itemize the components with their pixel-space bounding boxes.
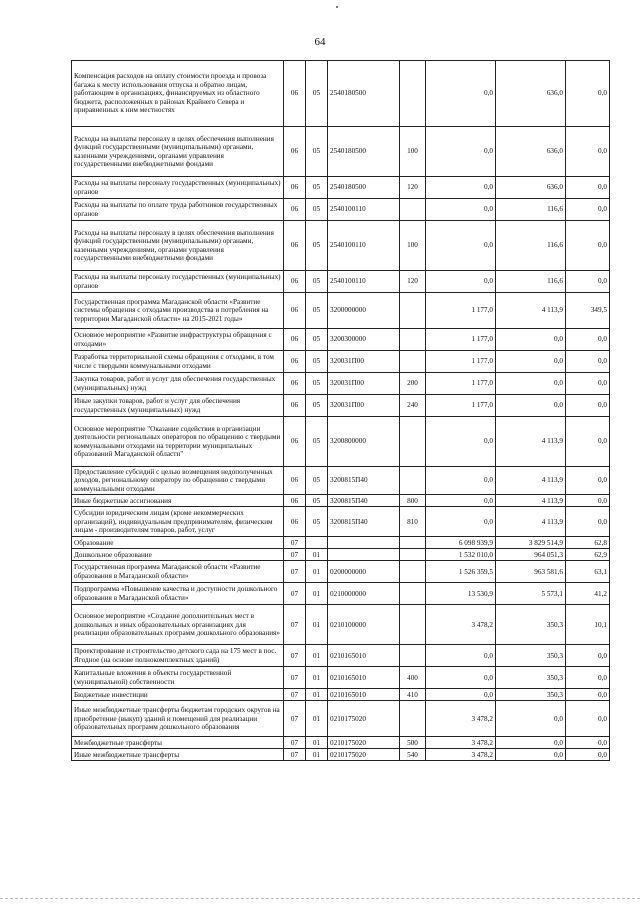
row-executed: 0,0 (496, 749, 566, 761)
row-target-code: 0210175020 (328, 701, 400, 737)
row-expense-type (400, 561, 426, 583)
row-expense-type (400, 583, 426, 605)
row-name: Основное мероприятие «Создание дополнительных мест в дошкольных и иных образовательных организациях для реализации образовательных программ дошкольного образования» (72, 605, 284, 645)
row-percent: 0,0 (566, 507, 610, 537)
table-row (72, 467, 610, 495)
table-row (72, 507, 610, 537)
row-percent: 41,2 (566, 583, 610, 605)
row-name: Закупка товаров, работ и услуг для обеспечения государственных (муниципальных) нужд (72, 373, 284, 395)
row-executed: 4 113,9 (496, 495, 566, 507)
budget-table-body (72, 61, 610, 761)
table-row (72, 737, 610, 749)
row-executed: 963 581,6 (496, 561, 566, 583)
table-row (72, 395, 610, 417)
page-number: 64 (314, 36, 326, 48)
table-row (72, 177, 610, 199)
row-expense-type: 500 (400, 737, 426, 749)
row-subsection: 05 (306, 127, 328, 177)
row-name: Компенсация расходов на оплату стоимости проезда и провоза багажа к месту использования отпуска и обратно лицам, работающим в организациях, финансируемых из областного бюджета, расположенных в районах Крайнего Севера и приравненных к ним местностях (72, 61, 284, 127)
row-section: 06 (284, 293, 306, 329)
row-target-code: 320031П00 (328, 373, 400, 395)
row-name: Бюджетные инвестиции (72, 689, 284, 701)
row-percent: 0,0 (566, 271, 610, 293)
row-target-code (328, 537, 400, 549)
row-expense-type: 240 (400, 395, 426, 417)
row-target-code: 0210000000 (328, 583, 400, 605)
table-row (72, 293, 610, 329)
row-executed: 350,3 (496, 667, 566, 689)
row-percent: 0,0 (566, 749, 610, 761)
row-expense-type (400, 701, 426, 737)
row-target-code: 320031П00 (328, 351, 400, 373)
table-row (72, 329, 610, 351)
row-approved: 0,0 (426, 689, 496, 701)
row-executed: 0,0 (496, 737, 566, 749)
row-name: Иные межбюджетные трансферты (72, 749, 284, 761)
row-section: 07 (284, 667, 306, 689)
row-name: Расходы на выплаты персоналу в целях обеспечения выполнения функций государственными (муниципальными) органами, казенными учреждениями, органами управления государственными внебюджетными фондами (72, 127, 284, 177)
row-name: Расходы на выплаты персоналу государственных (муниципальных) органов (72, 271, 284, 293)
row-percent: 0,0 (566, 395, 610, 417)
row-approved: 0,0 (426, 667, 496, 689)
row-name: Разработка территориальной схемы обращения с отходами, в том числе с твердыми коммунальными отходами (72, 351, 284, 373)
table-row (72, 583, 610, 605)
row-subsection: 05 (306, 395, 328, 417)
row-target-code: 0200000000 (328, 561, 400, 583)
row-expense-type (400, 199, 426, 221)
row-executed: 636,0 (496, 177, 566, 199)
row-target-code: 3200815П40 (328, 467, 400, 495)
row-approved: 0,0 (426, 417, 496, 467)
row-section: 07 (284, 537, 306, 549)
row-executed: 116,6 (496, 221, 566, 271)
row-name: Основное мероприятие «Развитие инфраструктуры обращения с отходами» (72, 329, 284, 351)
row-subsection: 01 (306, 645, 328, 667)
row-percent: 0,0 (566, 689, 610, 701)
row-name: Межбюджетные трансферты (72, 737, 284, 749)
row-target-code: 0210165010 (328, 689, 400, 701)
row-section: 06 (284, 467, 306, 495)
row-approved: 3 478,2 (426, 749, 496, 761)
table-row (72, 221, 610, 271)
row-percent: 0,0 (566, 177, 610, 199)
row-name: Расходы на выплаты персоналу государственных (муниципальных) органов (72, 177, 284, 199)
row-expense-type (400, 417, 426, 467)
page-bottom-edge (0, 898, 640, 899)
row-executed: 636,0 (496, 61, 566, 127)
row-percent: 0,0 (566, 701, 610, 737)
row-percent: 0,0 (566, 417, 610, 467)
row-expense-type: 800 (400, 495, 426, 507)
table-row (72, 373, 610, 395)
row-section: 06 (284, 221, 306, 271)
row-approved: 1 177,0 (426, 373, 496, 395)
row-name: Иные закупки товаров, работ и услуг для обеспечения государственных (муниципальных) нужд (72, 395, 284, 417)
row-executed: 116,6 (496, 199, 566, 221)
row-target-code: 2540100110 (328, 221, 400, 271)
row-subsection: 05 (306, 221, 328, 271)
row-expense-type: 100 (400, 127, 426, 177)
row-approved: 1 177,0 (426, 395, 496, 417)
row-subsection: 01 (306, 749, 328, 761)
row-subsection: 01 (306, 689, 328, 701)
row-section: 07 (284, 605, 306, 645)
row-target-code: 3200000000 (328, 293, 400, 329)
row-name: Проектирование и строительство детского сада на 175 мест в пос. Ягодное (на основе полнокомплектных зданий) (72, 645, 284, 667)
row-section: 06 (284, 395, 306, 417)
row-name: Образование (72, 537, 284, 549)
table-row (72, 199, 610, 221)
row-percent: 0,0 (566, 351, 610, 373)
row-percent: 0,0 (566, 737, 610, 749)
row-executed: 0,0 (496, 351, 566, 373)
row-percent: 0,0 (566, 199, 610, 221)
table-row (72, 537, 610, 549)
row-name: Дошкольное образование (72, 549, 284, 561)
row-target-code: 0210175020 (328, 737, 400, 749)
row-subsection: 05 (306, 177, 328, 199)
row-subsection: 05 (306, 495, 328, 507)
row-percent: 62,9 (566, 549, 610, 561)
row-subsection: 01 (306, 561, 328, 583)
row-expense-type (400, 61, 426, 127)
row-expense-type: 540 (400, 749, 426, 761)
row-approved: 0,0 (426, 127, 496, 177)
row-approved: 1 532 010,0 (426, 549, 496, 561)
row-executed: 5 573,1 (496, 583, 566, 605)
row-executed: 116,6 (496, 271, 566, 293)
row-expense-type (400, 467, 426, 495)
row-expense-type (400, 351, 426, 373)
row-executed: 964 051,3 (496, 549, 566, 561)
row-section: 06 (284, 329, 306, 351)
row-section: 07 (284, 737, 306, 749)
row-expense-type: 400 (400, 667, 426, 689)
row-expense-type: 410 (400, 689, 426, 701)
row-target-code: 2540100110 (328, 271, 400, 293)
row-percent: 0,0 (566, 467, 610, 495)
row-section: 07 (284, 549, 306, 561)
row-subsection: 05 (306, 329, 328, 351)
row-approved: 0,0 (426, 199, 496, 221)
row-section: 06 (284, 127, 306, 177)
row-section: 07 (284, 561, 306, 583)
row-expense-type: 810 (400, 507, 426, 537)
row-expense-type (400, 537, 426, 549)
table-row (72, 561, 610, 583)
row-approved: 13 530,9 (426, 583, 496, 605)
row-approved: 3 478,2 (426, 737, 496, 749)
row-executed: 636,0 (496, 127, 566, 177)
row-target-code: 3200815П40 (328, 495, 400, 507)
row-executed: 4 113,9 (496, 467, 566, 495)
table-row (72, 645, 610, 667)
row-section: 06 (284, 61, 306, 127)
row-name: Государственная программа Магаданской области «Развитие образования в Магаданской области» (72, 561, 284, 583)
row-expense-type (400, 549, 426, 561)
row-section: 06 (284, 507, 306, 537)
row-executed: 350,3 (496, 689, 566, 701)
row-section: 06 (284, 373, 306, 395)
row-executed: 350,3 (496, 605, 566, 645)
row-executed: 350,3 (496, 645, 566, 667)
row-subsection: 01 (306, 737, 328, 749)
row-target-code (328, 549, 400, 561)
row-subsection: 01 (306, 701, 328, 737)
row-executed: 3 829 514,9 (496, 537, 566, 549)
row-approved: 0,0 (426, 495, 496, 507)
row-percent: 62,8 (566, 537, 610, 549)
row-expense-type (400, 645, 426, 667)
row-section: 07 (284, 689, 306, 701)
row-approved: 0,0 (426, 507, 496, 537)
row-subsection: 05 (306, 271, 328, 293)
row-target-code: 2540180500 (328, 177, 400, 199)
row-approved: 0,0 (426, 221, 496, 271)
row-section: 07 (284, 701, 306, 737)
row-approved: 1 177,0 (426, 351, 496, 373)
table-row (72, 495, 610, 507)
row-percent: 0,0 (566, 667, 610, 689)
row-expense-type: 100 (400, 221, 426, 271)
row-name: Расходы на выплаты по оплате труда работников государственных органов (72, 199, 284, 221)
row-percent: 63,1 (566, 561, 610, 583)
row-target-code: 0210165010 (328, 645, 400, 667)
row-target-code: 2540180500 (328, 127, 400, 177)
row-subsection: 05 (306, 351, 328, 373)
table-row (72, 271, 610, 293)
row-subsection: 05 (306, 199, 328, 221)
table-row (72, 605, 610, 645)
table-row (72, 549, 610, 561)
row-expense-type: 120 (400, 177, 426, 199)
row-section: 07 (284, 645, 306, 667)
row-target-code: 3200800000 (328, 417, 400, 467)
row-target-code: 0210100000 (328, 605, 400, 645)
row-percent: 0,0 (566, 373, 610, 395)
table-row (72, 667, 610, 689)
row-expense-type (400, 293, 426, 329)
row-subsection: 05 (306, 373, 328, 395)
row-subsection: 05 (306, 417, 328, 467)
row-approved: 0,0 (426, 467, 496, 495)
table-row (72, 701, 610, 737)
table-row (72, 689, 610, 701)
table-row (72, 417, 610, 467)
row-percent: 10,1 (566, 605, 610, 645)
row-approved: 0,0 (426, 177, 496, 199)
row-section: 06 (284, 177, 306, 199)
row-executed: 4 113,9 (496, 293, 566, 329)
row-percent: 0,0 (566, 329, 610, 351)
row-executed: 4 113,9 (496, 417, 566, 467)
row-subsection: 05 (306, 467, 328, 495)
table-row (72, 749, 610, 761)
row-name: Иные бюджетные ассигнования (72, 495, 284, 507)
row-subsection (306, 537, 328, 549)
row-expense-type (400, 329, 426, 351)
table-row (72, 127, 610, 177)
row-target-code: 2540180500 (328, 61, 400, 127)
row-subsection: 05 (306, 293, 328, 329)
row-percent: 349,5 (566, 293, 610, 329)
row-percent: 0,0 (566, 495, 610, 507)
scan-speck (336, 6, 338, 8)
row-target-code: 0210165010 (328, 667, 400, 689)
row-approved: 3 478,2 (426, 605, 496, 645)
row-executed: 0,0 (496, 373, 566, 395)
budget-table (71, 60, 610, 761)
row-name: Предоставление субсидий с целью возмещения недополученных доходов, региональному оператору по обращению с твердыми коммунальными отходами (72, 467, 284, 495)
row-name: Основное мероприятие "Оказание содействия в организации деятельности региональных операторов по обращению с твердыми коммунальными отходами на территории муниципальных образований Магаданской области" (72, 417, 284, 467)
row-subsection: 05 (306, 507, 328, 537)
row-executed: 0,0 (496, 395, 566, 417)
row-subsection: 01 (306, 605, 328, 645)
row-section: 06 (284, 495, 306, 507)
row-target-code: 320031П00 (328, 395, 400, 417)
row-expense-type: 200 (400, 373, 426, 395)
row-target-code: 0210175020 (328, 749, 400, 761)
row-subsection: 05 (306, 61, 328, 127)
row-percent: 0,0 (566, 645, 610, 667)
table-row (72, 351, 610, 373)
row-approved: 1 177,0 (426, 293, 496, 329)
row-name: Расходы на выплаты персоналу в целях обеспечения выполнения функций государственными (муниципальными) органами, казенными учреждениями, органами управления государственными внебюджетными фондами (72, 221, 284, 271)
row-approved: 0,0 (426, 61, 496, 127)
row-name: Субсидии юридическим лицам (кроме некоммерческих организаций), индивидуальным предпринимателям, физическим лицам - производителям товаров, работ, услуг (72, 507, 284, 537)
row-section: 07 (284, 749, 306, 761)
row-subsection: 01 (306, 667, 328, 689)
row-subsection: 01 (306, 549, 328, 561)
row-expense-type (400, 605, 426, 645)
row-approved: 0,0 (426, 645, 496, 667)
row-approved: 3 478,2 (426, 701, 496, 737)
row-target-code: 3200815П40 (328, 507, 400, 537)
row-name: Капитальные вложения в объекты государственной (муниципальной) собственности (72, 667, 284, 689)
row-executed: 0,0 (496, 329, 566, 351)
row-percent: 0,0 (566, 127, 610, 177)
row-approved: 1 526 359,5 (426, 561, 496, 583)
row-name: Государственная программа Магаданской области «Развитие системы обращения с отходами производства и потребления на территории Магаданской области» на 2015-2021 годы» (72, 293, 284, 329)
row-name: Иные межбюджетные трансферты бюджетам городских округов на приобретение (выкуп) зданий и помещений для реализации образовательных программ дошкольного образования (72, 701, 284, 737)
row-section: 06 (284, 351, 306, 373)
row-target-code: 2540100110 (328, 199, 400, 221)
row-executed: 0,0 (496, 701, 566, 737)
row-name: Подпрограмма «Повышение качества и доступности дошкольного образования в Магаданской области» (72, 583, 284, 605)
row-expense-type: 120 (400, 271, 426, 293)
row-target-code: 3200300000 (328, 329, 400, 351)
row-section: 07 (284, 583, 306, 605)
row-subsection: 01 (306, 583, 328, 605)
row-section: 06 (284, 417, 306, 467)
row-approved: 6 098 939,9 (426, 537, 496, 549)
row-percent: 0,0 (566, 61, 610, 127)
row-section: 06 (284, 271, 306, 293)
table-row (72, 61, 610, 127)
row-executed: 4 113,9 (496, 507, 566, 537)
row-approved: 1 177,0 (426, 329, 496, 351)
row-approved: 0,0 (426, 271, 496, 293)
row-section: 06 (284, 199, 306, 221)
row-percent: 0,0 (566, 221, 610, 271)
